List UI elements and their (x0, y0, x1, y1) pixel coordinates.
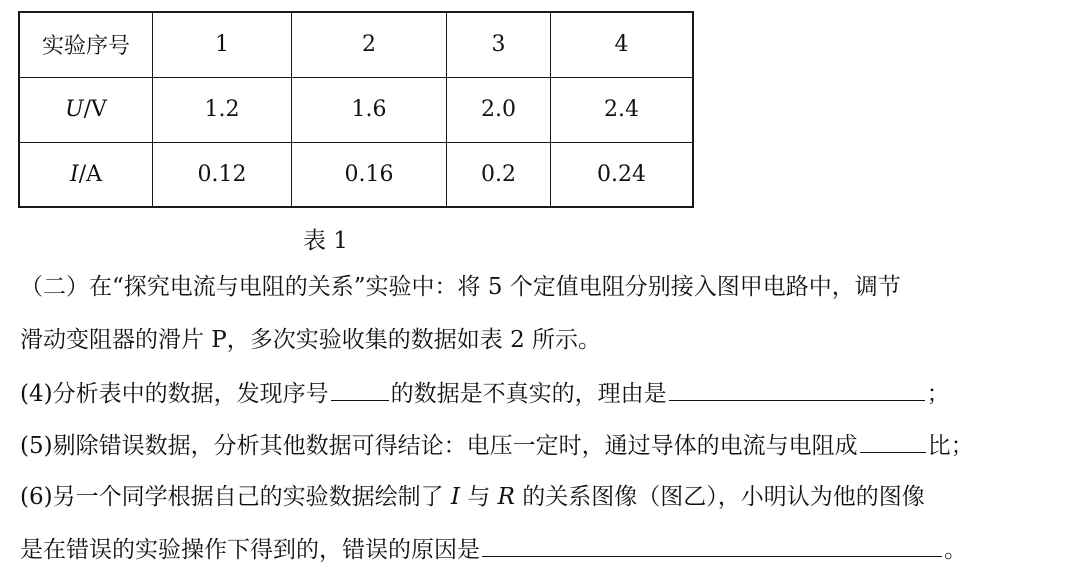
row-label-current (19, 142, 153, 207)
table-cell: 1.6 (292, 77, 447, 142)
table-cell: 0.24 (551, 142, 694, 207)
question-5-end: 比； (927, 433, 974, 459)
table-header-cell: 3 (447, 12, 551, 77)
table-row-current (19, 142, 693, 207)
symbol-u: U (65, 97, 84, 122)
answer-blank-6[interactable] (482, 534, 942, 557)
table-cell: 0.2 (447, 142, 551, 207)
data-table-1 (18, 11, 694, 208)
table-header-cell: 2 (292, 12, 447, 77)
symbol-r-inline: R (497, 484, 515, 510)
unit-a: /A (78, 161, 102, 187)
question-6-line-1 (20, 482, 925, 512)
table-caption: 表 1 (303, 228, 348, 254)
question-4-end: ； (926, 381, 950, 407)
question-6-text-a: (6)另一个同学根据自己的实验数据绘制了 (20, 484, 451, 510)
question-4-text-a: (4)分析表中的数据，发现序号 (20, 381, 329, 407)
row-label-voltage (19, 77, 153, 142)
answer-blank-4a[interactable] (331, 378, 389, 401)
question-4-text-b: 的数据是不真实的，理由是 (390, 381, 667, 407)
question-6-text-b: 与 (459, 484, 498, 510)
table-row-voltage (19, 77, 693, 142)
table-header-cell: 4 (551, 12, 694, 77)
table-cell: 2.0 (447, 77, 551, 142)
symbol-i-inline: I (450, 484, 460, 510)
table-header-label: 实验序号 (19, 12, 153, 77)
question-4 (20, 378, 950, 409)
unit-v: /V (83, 97, 107, 122)
symbol-i: I (69, 161, 79, 187)
table-row-header (19, 12, 693, 77)
table-header-cell: 1 (153, 12, 292, 77)
question-6-text-line2: 是在错误的实验操作下得到的，错误的原因是 (20, 537, 480, 563)
table-cell: 2.4 (551, 77, 694, 142)
question-5 (20, 430, 974, 461)
question-6-end: 。 (944, 537, 967, 563)
table-cell: 1.2 (153, 77, 292, 142)
question-6-text-c: 的关系图像（图乙），小明认为他的图像 (514, 484, 925, 510)
paragraph-2-line-2: 滑动变阻器的滑片 P，多次实验收集的数据如表 2 所示。 (20, 327, 602, 353)
table-cell: 0.16 (292, 142, 447, 207)
table-cell: 0.12 (153, 142, 292, 207)
question-5-text: (5)剔除错误数据，分析其他数据可得结论：电压一定时，通过导体的电流与电阻成 (20, 433, 858, 459)
paragraph-2-line-1: （二）在“探究电流与电阻的关系”实验中：将 5 个定值电阻分别接入图甲电路中，调节 (20, 274, 901, 300)
answer-blank-4b[interactable] (669, 378, 925, 401)
question-6-line-2 (20, 534, 967, 565)
answer-blank-5[interactable] (860, 430, 926, 453)
